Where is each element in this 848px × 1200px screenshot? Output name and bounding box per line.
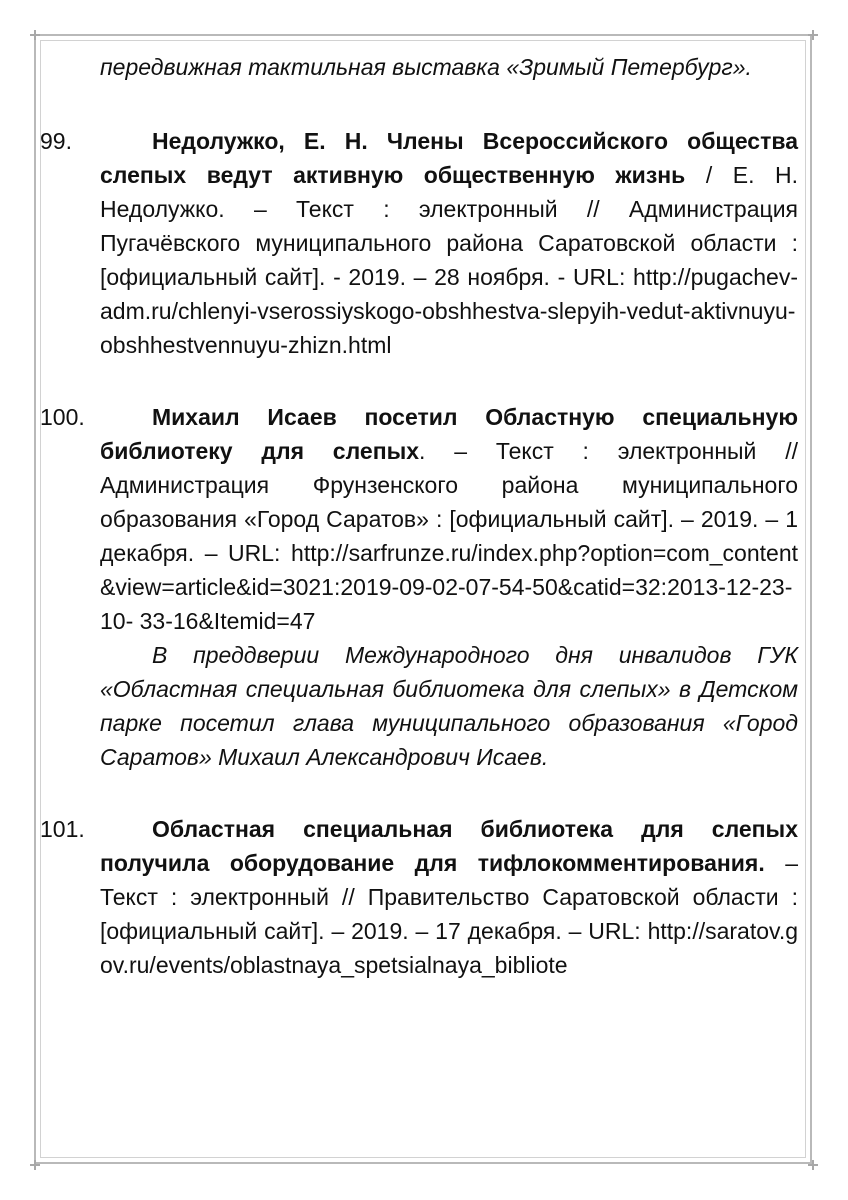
entry-citation bbox=[100, 400, 798, 638]
entry-title: Михаил Исаев посетил Областную специальную библиотеку для слепых bbox=[100, 404, 798, 464]
entry-number: 100. bbox=[40, 404, 85, 430]
frame-corner-ornament bbox=[30, 1160, 40, 1170]
frame-corner-ornament bbox=[30, 30, 40, 40]
document-body bbox=[40, 50, 798, 982]
entry-title: Областная специальная библиотека для слепых получила оборудование для тифлокомментирования. bbox=[100, 816, 798, 876]
bibliography-entry-100 bbox=[40, 400, 798, 774]
entry-number: 99. bbox=[40, 128, 72, 154]
entry-url[interactable]: http://saratov.gov.ru/events/oblastnaya_spetsialnaya_bibliote bbox=[100, 918, 798, 978]
frame-corner-ornament bbox=[808, 1160, 818, 1170]
bibliography-entry-101 bbox=[40, 812, 798, 982]
entry-details: . – Текст : электронный // Администрация Фрунзенского района муниципального образования «Город Саратов» : [официальный сайт]. – 2019. – 1 декабря. – URL: bbox=[100, 438, 798, 566]
bibliography-entry-99 bbox=[40, 124, 798, 362]
entry-details: / Е. Н. Недолужко. – Текст : электронный // Администрация Пугачёвского муниципального района Саратовской области : [официальный сайт]. - 2019. – 28 ноября. - URL: bbox=[100, 162, 798, 290]
entry-citation bbox=[100, 812, 798, 982]
entry-url[interactable]: http://sarfrunze.ru/index.php?option=com_content&view=article&id=3021:2019-09-02-07-54-50&catid=32:2013-12-23-10- 33-16&Itemid=47 bbox=[100, 540, 798, 634]
continued-annotation: передвижная тактильная выставка «Зримый Петербург». bbox=[100, 54, 752, 80]
entry-title: Недолужко, Е. Н. Члены Всероссийского общества слепых ведут активную общественную жизнь bbox=[100, 128, 798, 188]
entry-url[interactable]: http://pugachev-adm.ru/chlenyi-vserossiyskogo-obshhestva-slepyih-vedut-aktivnuyu-obshhestvennuyu-zhizn.html bbox=[100, 264, 798, 358]
entry-details: – Текст : электронный // Правительство Саратовской области : [официальный сайт]. – 2019. – 17 декабря. – URL: bbox=[100, 850, 798, 944]
entry-annotation: В преддверии Международного дня инвалидов ГУК «Областная специальная библиотека для слепых» в Детском парке посетил глава муниципального образования «Город Саратов» Михаил Александрович Исаев. bbox=[100, 642, 798, 770]
frame-corner-ornament bbox=[808, 30, 818, 40]
entry-number: 101. bbox=[40, 816, 85, 842]
entry-citation bbox=[100, 124, 798, 362]
